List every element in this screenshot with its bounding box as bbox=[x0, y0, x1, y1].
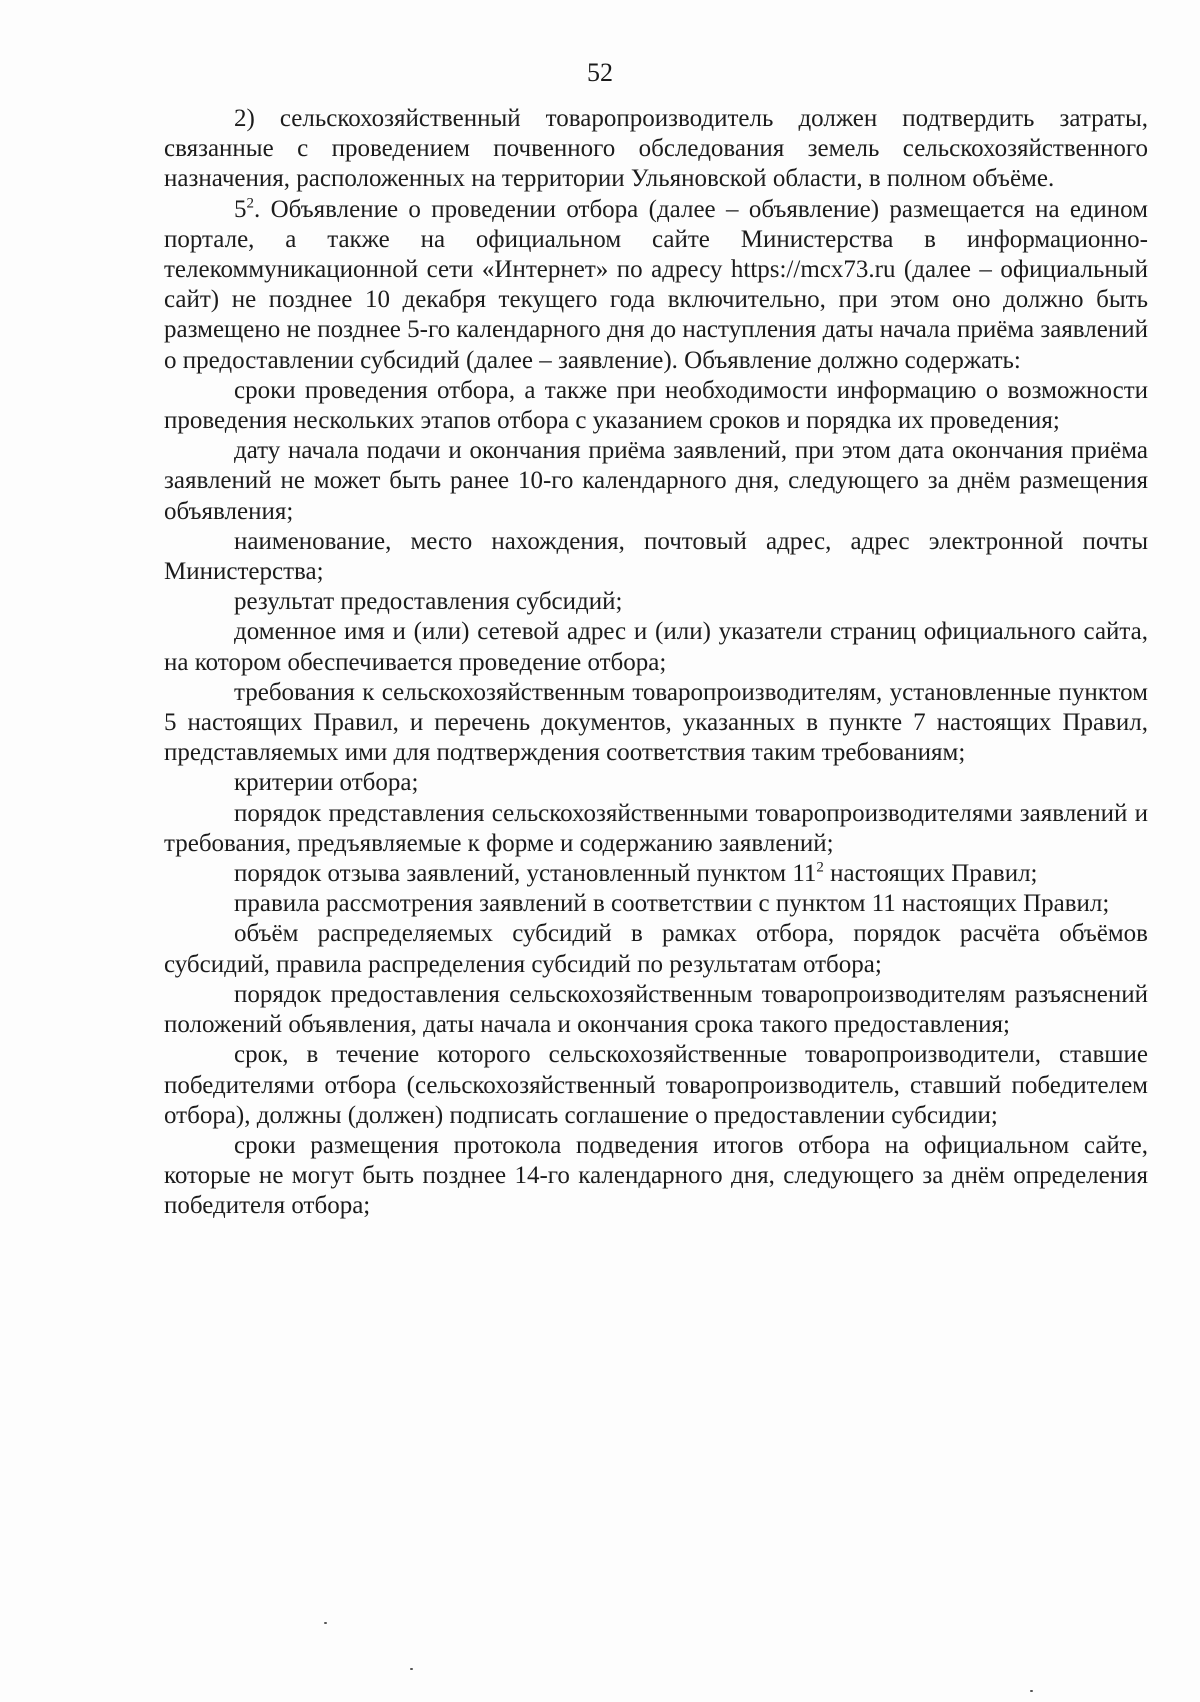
scan-speck bbox=[410, 1668, 413, 1670]
document-body bbox=[164, 104, 1148, 1222]
scan-speck bbox=[1030, 1690, 1033, 1692]
list-item: срок, в течение которого сельскохозяйственные товаропроизводители, ставшие победителями отбора (сельскохозяйственный товаропроизводитель, ставший победителем отбора), должны (должен) подписать соглашение о предоставлении субсидии; bbox=[164, 1041, 1148, 1129]
list-item: сроки размещения протокола подведения итогов отбора на официальном сайте, которые не могут быть позднее 14-го календарного дня, следующего за днём определения победителя отбора; bbox=[164, 1131, 1148, 1220]
page-number: 52 bbox=[587, 58, 613, 87]
list-item: дату начала подачи и окончания приёма заявлений, при этом дата окончания приёма заявлений не может быть ранее 10-го календарного дня, следующего за днём размещения объявления; bbox=[164, 437, 1148, 525]
list-item: наименование, место нахождения, почтовый адрес, адрес электронной почты Министерства; bbox=[164, 527, 1148, 586]
list-item: доменное имя и (или) сетевой адрес и (или) указатели страниц официального сайта, на котором обеспечивается проведение отбора; bbox=[164, 618, 1148, 676]
paragraph-text: . Объявление о проведении отбора (далее – объявление) размещается на едином портале, а также на официальном сайте Министерства в информационно-телекоммуникационной сети «Интернет» по адресу https://mcx73.ru (далее – официальный сайт) не позднее 10 декабря текущего года включительно, при этом оно должно быть размещено не позднее 5-го календарного дня до наступления даты начала приёма заявлений о предоставлении субсидий (далее – заявление). Объявление должно содержать: bbox=[164, 195, 1148, 374]
list-item: требования к сельскохозяйственным товаропроизводителям, установленные пунктом 5 настоящих Правил, и перечень документов, указанных в пункте 7 настоящих Правил, представляемых ими для подтверждения соответствия таким требованиям; bbox=[164, 678, 1148, 767]
clause-superscript: 2 bbox=[816, 859, 824, 876]
list-item-text: настоящих Правил; bbox=[823, 860, 1038, 888]
list-item bbox=[164, 859, 1148, 889]
list-item: сроки проведения отбора, а также при необходимости информацию о возможности проведения нескольких этапов отбора с указанием сроков и порядка их проведения; bbox=[164, 376, 1148, 435]
list-item-text: порядок отзыва заявлений, установленный пунктом 11 bbox=[234, 860, 817, 888]
list-item: объём распределяемых субсидий в рамках отбора, порядок расчёта объёмов субсидий, правила распределения субсидий по результатам отбора; bbox=[164, 920, 1148, 978]
list-item: порядок представления сельскохозяйственными товаропроизводителями заявлений и требования, предъявляемые к форме и содержанию заявлений; bbox=[164, 799, 1148, 857]
paragraph: 2) сельскохозяйственный товаропроизводитель должен подтвердить затраты, связанные с проведением почвенного обследования земель сельскохозяйственного назначения, расположенных на территории Ульяновской области, в полном объёме. bbox=[164, 105, 1148, 193]
scan-speck bbox=[324, 1622, 327, 1624]
paragraph-5-2 bbox=[164, 195, 1148, 376]
clause-superscript: 2 bbox=[246, 195, 254, 212]
list-item: результат предоставления субсидий; bbox=[234, 588, 623, 616]
list-item: правила рассмотрения заявлений в соответствии с пунктом 11 настоящих Правил; bbox=[234, 890, 1110, 918]
list-item: порядок предоставления сельскохозяйственным товаропроизводителям разъяснений положений объявления, даты начала и окончания срока такого предоставления; bbox=[164, 980, 1148, 1039]
clause-number: 5 bbox=[234, 195, 247, 223]
list-item: критерии отбора; bbox=[234, 769, 419, 797]
